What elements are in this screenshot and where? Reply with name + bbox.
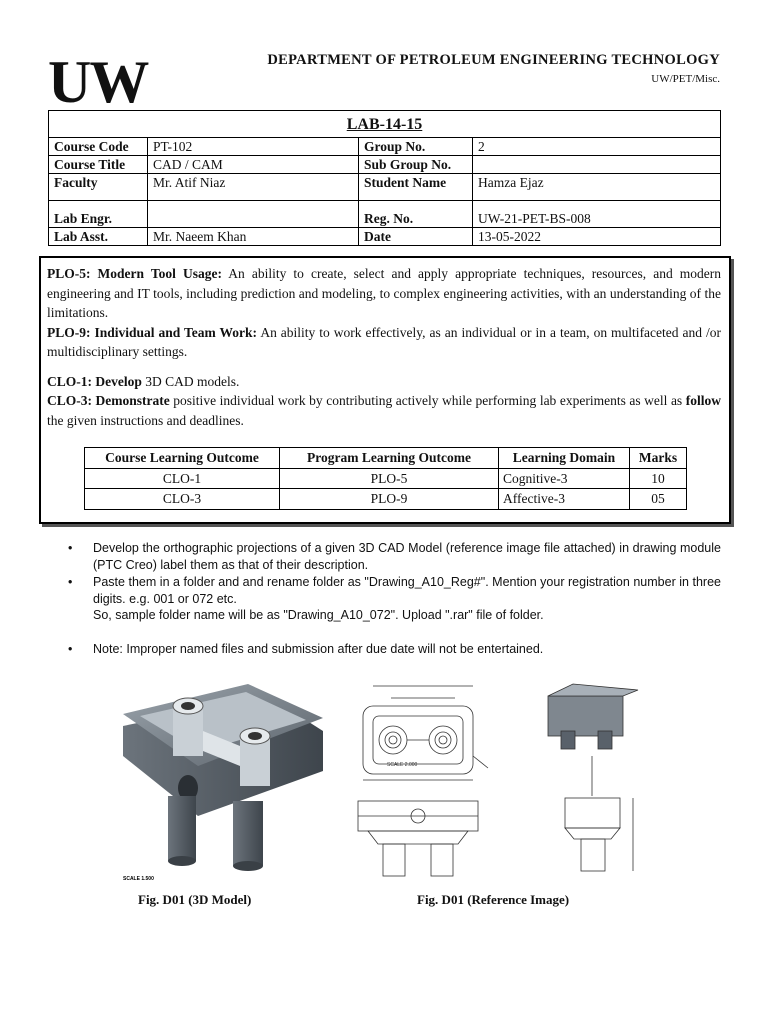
clo3-heading: CLO-3: Demonstrate <box>47 393 170 408</box>
course-title-label: Course Title <box>49 156 148 174</box>
clo3-text: positive individual work by contributing actively while performing lab experiments as well as <box>169 393 686 408</box>
task-item-2-text: Paste them in a folder and and rename folder as "Drawing_A10_Reg#". Mention your registration number in three digits. e.g. 001 or 072 etc. <box>93 575 721 606</box>
clo3-text-end: the given instructions and deadlines. <box>47 412 244 428</box>
group-no-label: Group No. <box>359 138 473 156</box>
reg-no-value: UW-21-PET-BS-008 <box>473 201 721 228</box>
header-domain: Learning Domain <box>499 448 630 469</box>
lab-engr-label: Lab Engr. <box>49 201 148 228</box>
lab-asst-value: Mr. Naeem Khan <box>148 228 359 246</box>
course-code-label: Course Code <box>49 138 148 156</box>
figure-3d-model <box>118 676 333 886</box>
row1-domain: Cognitive-3 <box>499 468 630 489</box>
sub-group-label: Sub Group No. <box>359 156 473 174</box>
plo9-paragraph <box>47 323 721 362</box>
header-marks: Marks <box>630 448 687 469</box>
header-plo: Program Learning Outcome <box>280 448 499 469</box>
clo1-heading: CLO-1: Develop <box>47 373 142 389</box>
plo5-text: An ability to create, select and apply appropriate techniques, resources, and modern engineering and IT tools, including prediction and modeling, to complex engineering activities, with an understanding of the limitations. <box>47 266 722 320</box>
student-name-label: Student Name <box>359 174 473 201</box>
clo3-follow: follow <box>685 393 721 408</box>
sub-group-value <box>473 156 721 174</box>
course-title-value: CAD / CAM <box>148 156 359 174</box>
task-item-2 <box>93 574 721 624</box>
document-reference: UW/PET/Misc. <box>651 73 720 85</box>
learning-outcomes-box <box>39 256 731 524</box>
model-leg-1 <box>168 796 196 861</box>
table-row <box>85 489 687 510</box>
drawing-side-view <box>565 798 620 828</box>
header-clo: Course Learning Outcome <box>85 448 280 469</box>
table-row <box>85 468 687 489</box>
plo9-text: An ability to work effectively, as an individual or in a team, on multifaceted and /or multidisciplinary settings. <box>47 324 722 359</box>
faculty-label: Faculty <box>49 174 148 201</box>
date-label: Date <box>359 228 473 246</box>
caption-reference-image: Fig. D01 (Reference Image) <box>417 892 570 907</box>
row1-clo: CLO-1 <box>85 468 280 489</box>
lab-asst-label: Lab Asst. <box>49 228 148 246</box>
row2-clo: CLO-3 <box>85 489 280 510</box>
university-logo: UW <box>48 49 148 115</box>
faculty-value: Mr. Atif Niaz <box>148 174 359 201</box>
task-item-3: • Note: Improper named files and submission after due date will not be entertained. <box>93 641 721 658</box>
caption-3d-model: Fig. D01 (3D Model) <box>138 892 252 907</box>
figure-reference-drawing <box>343 676 663 881</box>
clo3-paragraph <box>47 391 721 430</box>
plo9-heading: PLO-9: Individual and Team Work: <box>47 324 258 340</box>
drawing-scale-label: SCALE 2.000 <box>387 762 418 768</box>
clo1-paragraph <box>47 372 721 392</box>
group-no-value: 2 <box>473 138 721 156</box>
task-list <box>48 540 721 657</box>
department-title: DEPARTMENT OF PETROLEUM ENGINEERING TECHNOLOGY <box>267 52 720 68</box>
outcome-mapping-table <box>84 447 687 510</box>
clo1-text: 3D CAD models. <box>141 373 240 389</box>
plo5-paragraph <box>47 264 721 323</box>
drawing-iso-view <box>548 696 623 736</box>
task-item-2-sample: So, sample folder name will be as "Drawing_A10_072". Upload ".rar" file of folder. <box>93 608 544 622</box>
lab-title: LAB-14-15 <box>49 111 721 138</box>
task-item-1: • Develop the orthographic projections of a given 3D CAD Model (reference image file attached) in drawing module (PTC Creo) label them as that of their description. <box>93 540 721 573</box>
row2-domain: Affective-3 <box>499 489 630 510</box>
lab-engr-value <box>148 201 359 228</box>
date-value: 13-05-2022 <box>473 228 721 246</box>
plo5-heading: PLO-5: Modern Tool Usage: <box>47 266 222 281</box>
course-code-value: PT-102 <box>148 138 359 156</box>
row2-marks: 05 <box>630 489 687 510</box>
reg-no-label: Reg. No. <box>359 201 473 228</box>
row2-plo: PLO-9 <box>280 489 499 510</box>
student-name-value: Hamza Ejaz <box>473 174 721 201</box>
row1-plo: PLO-5 <box>280 468 499 489</box>
model-leg-2 <box>233 801 263 866</box>
model-scale-label: SCALE 1.500 <box>123 876 154 882</box>
row1-marks: 10 <box>630 468 687 489</box>
lab-info-table <box>48 110 721 246</box>
